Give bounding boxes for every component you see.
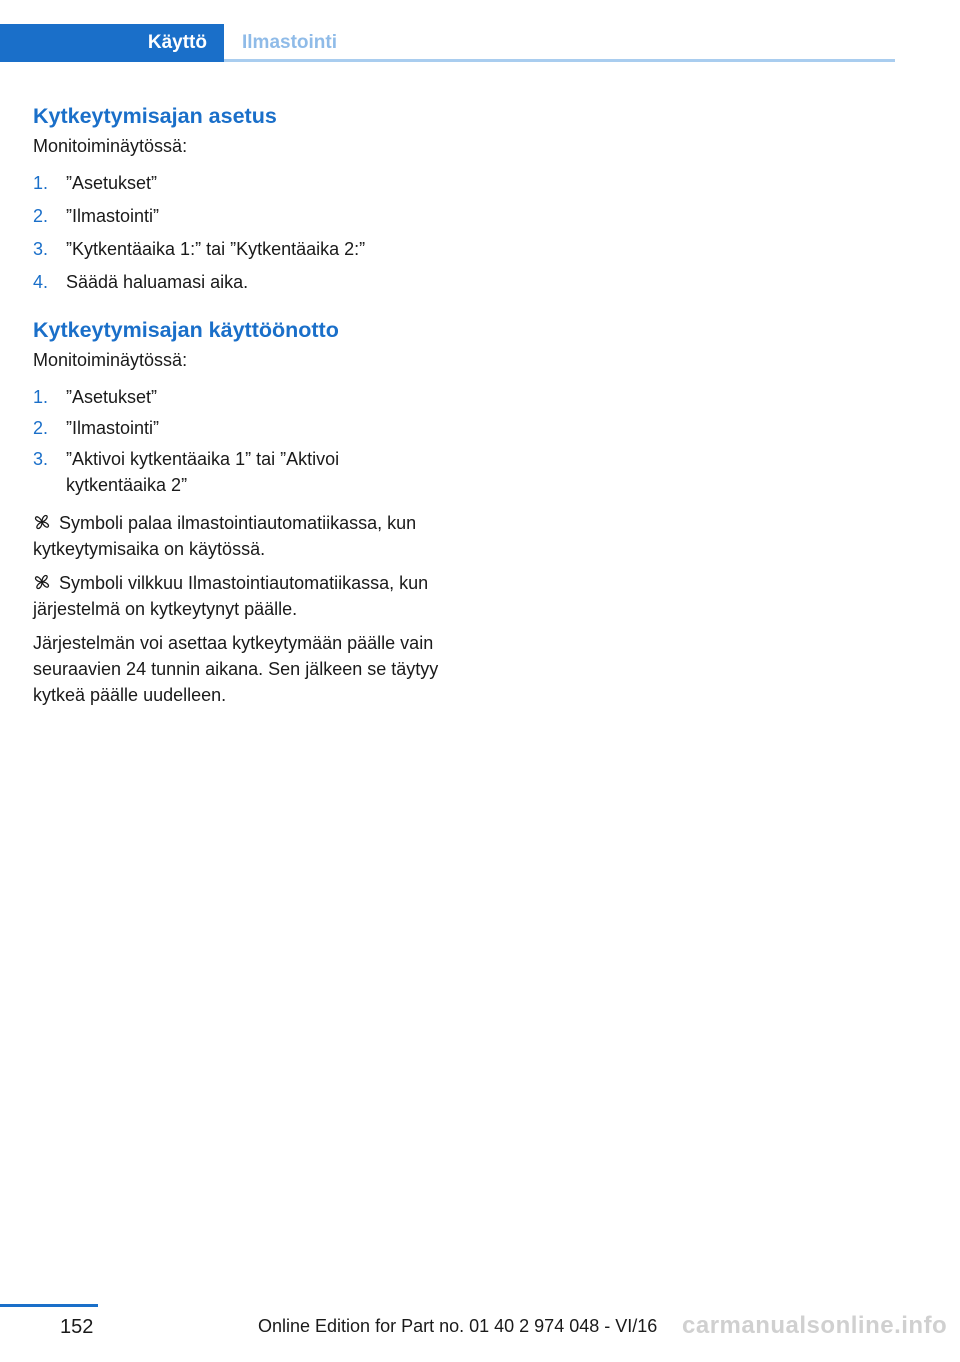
list-item xyxy=(33,269,443,295)
step-text: Säädä haluamasi aika. xyxy=(66,272,249,292)
note-symbol-on xyxy=(33,510,443,562)
step-text: ”Ilmastointi” xyxy=(66,206,160,226)
edition-text: Online Edition for Part no. 01 40 2 974 048 - VI/16 xyxy=(258,1316,658,1336)
step-text: ”Asetukset” xyxy=(66,173,158,193)
step-text: ”Aktivoi kytkentäaika 1” tai ”Aktivoi kytkentäaika 2” xyxy=(66,449,340,495)
step-text: ”Kytkentäaika 1:” tai ”Kytkentäaika 2:” xyxy=(66,239,366,259)
step-number: 2. xyxy=(33,206,49,226)
section-title-kayttoonotto: Kytkeytymisajan käyttöönotto xyxy=(33,318,339,342)
tab-ilmastointi-label: Ilmastointi xyxy=(242,32,338,53)
step-text: ”Ilmastointi” xyxy=(66,418,160,438)
step-number: 2. xyxy=(33,418,49,438)
header-divider xyxy=(224,59,895,62)
step-number: 4. xyxy=(33,272,49,292)
list-item xyxy=(33,236,443,262)
step-number: 1. xyxy=(33,387,49,407)
list-item xyxy=(33,384,443,410)
footer-divider xyxy=(0,1304,98,1307)
steps-list-kayttoonotto xyxy=(33,384,443,498)
fan-icon xyxy=(33,573,51,591)
section-intro: Monitoiminäytössä: xyxy=(33,136,188,156)
main-content xyxy=(33,100,443,708)
tab-ilmastointi[interactable] xyxy=(242,24,337,62)
fan-icon xyxy=(33,513,51,531)
list-item xyxy=(33,203,443,229)
step-number: 3. xyxy=(33,449,49,469)
watermark: carmanualsonline.info xyxy=(682,1312,948,1339)
note-24h-limit: Järjestelmän voi asettaa kytkeytymään päälle vain seuraavien 24 tunnin aikana. Sen jälkeen se täytyy kytkeä päälle uudelleen. xyxy=(33,633,439,705)
note-text: Symboli vilkkuu Ilmastointiautomatiikassa, kun järjestelmä on kytkeytynyt päälle. xyxy=(33,573,429,619)
section-title-asetus: Kytkeytymisajan asetus xyxy=(33,104,277,128)
list-item xyxy=(33,415,443,441)
page-number: 152 xyxy=(60,1316,94,1338)
tab-kaytto[interactable] xyxy=(0,24,224,62)
list-item xyxy=(33,446,443,498)
section-intro: Monitoiminäytössä: xyxy=(33,350,188,370)
tab-kaytto-label: Käyttö xyxy=(147,32,207,53)
step-number: 1. xyxy=(33,173,49,193)
step-number: 3. xyxy=(33,239,49,259)
steps-list-asetus xyxy=(33,170,443,295)
step-text: ”Asetukset” xyxy=(66,387,158,407)
note-text: Symboli palaa ilmastointiautomatiikassa, kun kytkeytymisaika on käytössä. xyxy=(33,513,417,559)
list-item xyxy=(33,170,443,196)
chapter-header xyxy=(0,24,895,62)
note-symbol-blink xyxy=(33,570,443,622)
